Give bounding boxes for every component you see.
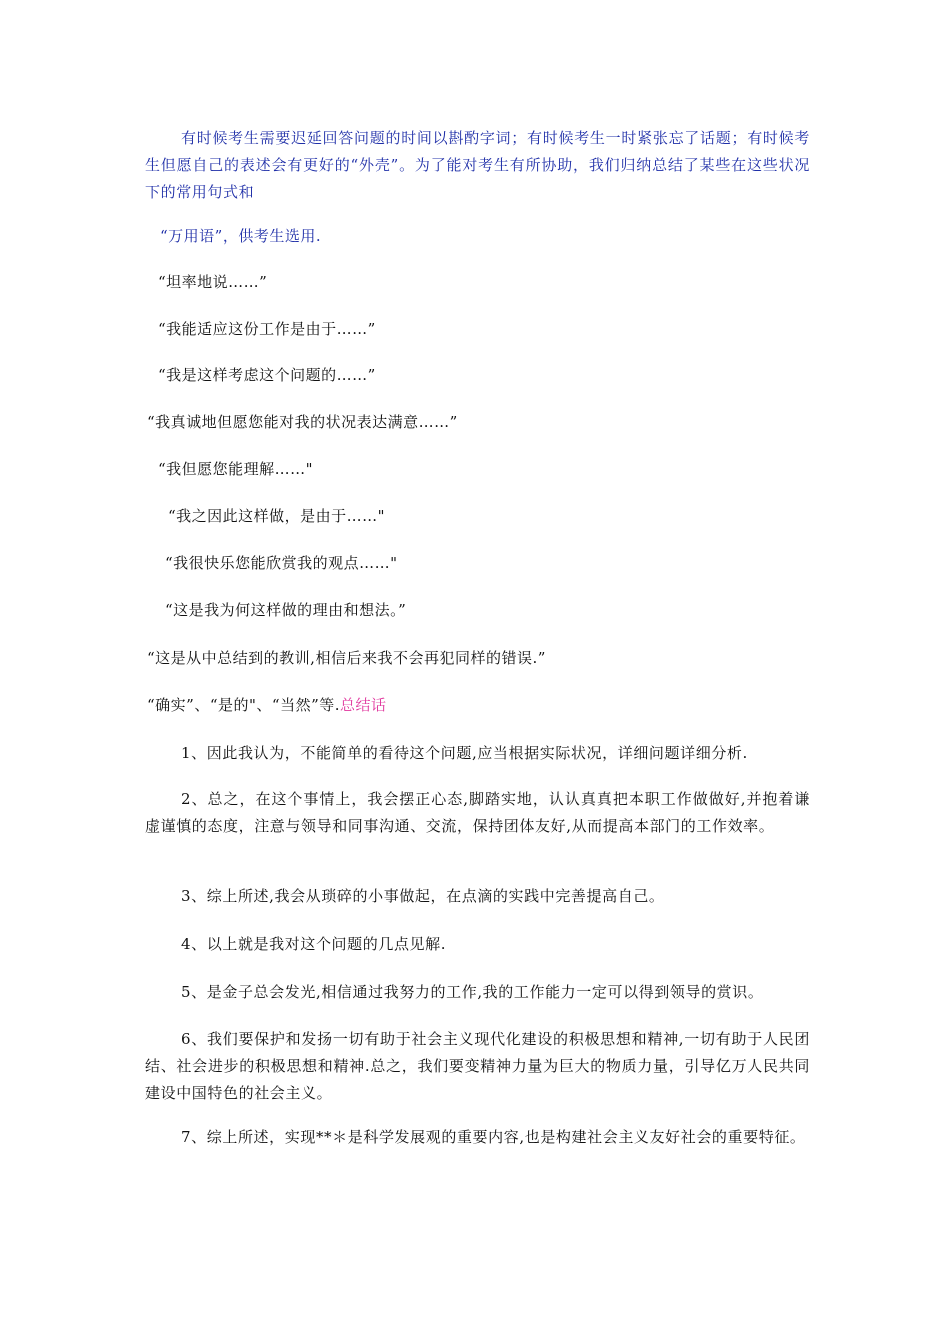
summary-item: 4、以上就是我对这个问题的几点见解. [181, 935, 447, 953]
affirm-words: “确实”、“是的"、“当然”等. [147, 696, 341, 714]
summary-item: 2、总之，在这个事情上，我会摆正心态,脚踏实地，认认真真把本职工作做做好,并抱着谦虚谨慎的态度，注意与领导和同事沟通、交流，保持团体友好,从而提高本部门的工作效率。 [145, 790, 810, 835]
phrase-line: “坦率地说……” [158, 273, 268, 291]
phrase-line: “这是我为何这样做的理由和想法。” [165, 601, 407, 619]
summary-heading: 总结话 [340, 696, 387, 714]
phrase-line: “我之因此这样做，是由于……" [168, 507, 386, 525]
phrase-line: “我真诚地但愿您能对我的状况表达满意……” [147, 413, 458, 431]
affirm-line [147, 692, 387, 718]
intro-paragraph: 有时候考生需要迟延回答问题的时间以斟酌字词；有时候考生一时紧张忘了话题；有时候考生但愿自己的表述会有更好的“外壳”。为了能对考生有所协助，我们归纳总结了某些在这些状况下的常用句式和 [145, 129, 810, 201]
summary-item: 3、综上所述,我会从琐碎的小事做起，在点滴的实践中完善提高自己。 [181, 887, 665, 905]
summary-item: 6、我们要保护和发扬一切有助于社会主义现代化建设的积极思想和精神,一切有助于人民团结、社会进步的积极思想和精神.总之，我们要变精神力量为巨大的物质力量，引导亿万人民共同建设中国特色的社会主义。 [145, 1030, 810, 1102]
phrase-line: “这是从中总结到的教训,相信后来我不会再犯同样的错误.” [147, 649, 546, 667]
phrase-line: “我能适应这份工作是由于……” [158, 320, 376, 338]
phrase-line: “我很快乐您能欣赏我的观点……" [165, 554, 398, 572]
phrase-line: “我是这样考虑这个问题的……” [158, 366, 376, 384]
summary-item: 5、是金子总会发光,相信通过我努力的工作,我的工作能力一定可以得到领导的赏识。 [181, 983, 764, 1001]
summary-item: 7、综上所述，实现**＊是科学发展观的重要内容,也是构建社会主义友好社会的重要特征。 [181, 1128, 806, 1146]
summary-item: 1、因此我认为，不能简单的看待这个问题,应当根据实际状况，详细问题详细分析. [181, 744, 748, 762]
intro-continuation: “万用语”，供考生选用. [160, 227, 322, 245]
phrase-line: “我但愿您能理解……" [158, 460, 314, 478]
